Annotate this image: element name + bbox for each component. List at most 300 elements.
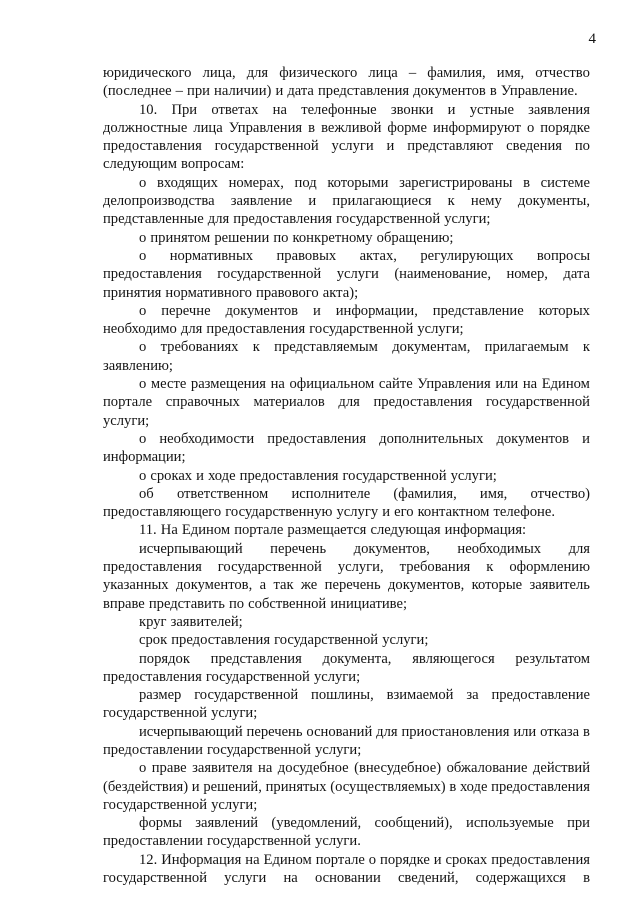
text-line — [103, 796, 590, 814]
word: представляют — [407, 138, 494, 155]
word: заявителей; — [170, 613, 243, 630]
word: 11. — [139, 522, 157, 539]
word: сроках — [445, 851, 488, 868]
word: номер, — [506, 266, 548, 283]
word: портале — [234, 522, 284, 539]
text-line — [103, 174, 590, 192]
word: месте — [150, 376, 187, 393]
text-line — [103, 759, 590, 777]
word: результатом — [515, 650, 590, 667]
text-line — [103, 467, 590, 485]
word: для — [376, 723, 398, 740]
word: взимаемой — [386, 687, 454, 704]
word: сведений, — [397, 870, 459, 887]
word: и — [308, 193, 317, 210]
word: необходимо — [103, 321, 177, 338]
word: для — [568, 540, 590, 557]
word: входящих — [156, 174, 218, 191]
text-line — [103, 338, 590, 356]
word: информируют — [432, 119, 521, 136]
word: предоставления — [103, 266, 202, 283]
word: номерах, — [228, 174, 284, 191]
word: и — [196, 467, 204, 484]
word: прилагаемым — [484, 339, 569, 356]
word: и — [386, 138, 395, 155]
word: на — [245, 851, 260, 868]
word: документа, — [322, 650, 392, 667]
word: материалов — [253, 394, 325, 411]
word: наличии) — [214, 83, 272, 100]
word: документов, — [175, 577, 253, 594]
word: государственной — [206, 833, 311, 850]
word: услуги; — [382, 632, 429, 649]
word: требованиях — [160, 339, 239, 356]
word: дополнительных — [379, 430, 484, 447]
word: к — [252, 339, 260, 356]
word: зарегистрированы — [399, 174, 513, 191]
word: документов — [413, 83, 486, 100]
word: порядок — [139, 650, 190, 667]
word: досудебное — [277, 760, 349, 777]
word: об — [139, 485, 154, 502]
word: предоставления — [267, 430, 367, 447]
word: представленные — [103, 211, 204, 228]
word: порядке — [540, 119, 590, 136]
word: заявление — [230, 193, 293, 210]
word: Информация — [161, 851, 242, 868]
word: действий — [532, 760, 590, 777]
text-line — [103, 485, 590, 503]
word: информация: — [444, 522, 527, 539]
word: услуги — [224, 870, 267, 887]
word: размещается — [287, 522, 367, 539]
word: обращению; — [376, 229, 454, 246]
text-line — [103, 595, 590, 613]
word: оснований — [306, 723, 373, 740]
word: вежливой — [321, 119, 382, 136]
word: о — [139, 467, 147, 484]
word: сведения — [506, 138, 562, 155]
word: правовых — [276, 247, 337, 264]
word: о — [139, 339, 147, 356]
word: в — [308, 119, 316, 136]
word: порядке — [380, 851, 430, 868]
word: вопросам: — [181, 156, 245, 173]
text-line — [103, 613, 590, 631]
word: услуги; — [450, 467, 497, 484]
word: ходе — [459, 778, 488, 795]
text-line — [103, 137, 590, 155]
word: инициативе; — [330, 595, 408, 612]
word: лица — [193, 119, 223, 136]
word: Управление. — [500, 83, 578, 100]
text-line — [103, 741, 590, 759]
word: контактном — [417, 504, 490, 521]
text-line — [103, 704, 590, 722]
word: дата — [287, 83, 314, 100]
word: 10. — [139, 101, 158, 118]
word: предоставления — [491, 778, 590, 795]
word: представление — [432, 302, 524, 319]
word: государственной — [206, 741, 311, 758]
word: перечень — [270, 540, 327, 557]
word: государственной — [217, 266, 322, 283]
word: принятом — [150, 229, 211, 246]
word: вправе — [103, 595, 145, 612]
word: нормативных — [169, 247, 254, 264]
word: юридического — [103, 65, 192, 81]
text-line — [103, 155, 590, 173]
word: праве — [151, 760, 187, 777]
text-line — [103, 668, 590, 686]
word: представления — [317, 83, 410, 100]
word: документам, — [392, 339, 471, 356]
word: портале — [315, 851, 365, 868]
word: Едином — [181, 522, 231, 539]
word: при — [187, 83, 210, 100]
word: и — [582, 430, 590, 447]
word: для — [246, 65, 269, 81]
text-line — [103, 832, 590, 850]
text-line — [103, 302, 590, 320]
text-line — [103, 723, 590, 741]
word: государственной — [103, 870, 208, 887]
word: документов — [496, 430, 570, 447]
word: актах, — [359, 247, 397, 264]
text-line — [103, 631, 590, 649]
word: портале — [103, 394, 153, 411]
word: государственной — [485, 394, 590, 411]
word: перечень — [324, 577, 381, 594]
word: государственной — [274, 632, 379, 649]
word: услуги; — [103, 412, 150, 429]
word: размер — [139, 687, 182, 704]
word: предоставления — [491, 851, 590, 868]
word: принятых — [265, 778, 327, 795]
text-line — [103, 357, 590, 375]
word: заявителя — [192, 760, 253, 777]
text-line — [103, 851, 590, 869]
word: На — [160, 522, 178, 539]
text-line — [103, 412, 590, 430]
word: формы — [139, 815, 182, 832]
word: представляемым — [274, 339, 378, 356]
word: в — [583, 723, 590, 740]
word: на — [522, 376, 538, 393]
word: к — [486, 559, 494, 576]
word: устные — [469, 101, 514, 118]
word: срок — [139, 632, 168, 649]
word: звонки — [390, 101, 434, 118]
word: о — [139, 760, 147, 777]
word: в — [523, 174, 530, 191]
word: размещения — [190, 376, 266, 393]
word: на — [272, 101, 287, 118]
text-line — [103, 540, 590, 558]
text-line — [103, 284, 590, 302]
text-line — [103, 320, 590, 338]
word: необходимых — [457, 540, 542, 557]
word: государственной — [309, 321, 414, 338]
word: документов, — [388, 577, 465, 594]
word: нормативного — [165, 284, 252, 301]
word: лица, — [202, 65, 236, 81]
word: государственной — [214, 138, 319, 155]
word: следующим — [103, 156, 177, 173]
word: следующая — [370, 522, 441, 539]
word: заявитель — [529, 577, 590, 594]
word: собственной — [248, 595, 327, 612]
word: для — [180, 321, 203, 338]
text-line — [103, 521, 590, 539]
word: услуги, — [337, 559, 384, 576]
word: фамилия, — [427, 65, 486, 81]
text-line — [103, 265, 590, 283]
word: заявления — [528, 101, 590, 118]
text-line — [103, 558, 590, 576]
word: предоставление — [491, 687, 590, 704]
word: указанных — [103, 577, 169, 594]
word: делопроизводства — [103, 193, 215, 210]
word: его — [394, 504, 414, 521]
word: представления — [210, 650, 302, 667]
word: Едином — [541, 376, 590, 393]
word: услуги; — [315, 741, 362, 758]
document-body — [103, 64, 590, 887]
word: (осуществляемых) — [330, 778, 446, 795]
word: по — [228, 595, 245, 612]
word: государственной — [217, 559, 322, 576]
word: и — [275, 83, 284, 100]
word: предоставления — [103, 668, 202, 685]
word: сообщений), — [374, 815, 453, 832]
text-line — [103, 393, 590, 411]
word: и — [447, 101, 456, 118]
word: о — [139, 430, 147, 447]
word: 12. — [139, 851, 158, 868]
word: документы, — [517, 193, 590, 210]
word: исчерпывающий — [139, 540, 243, 557]
word: услуги; — [444, 211, 491, 228]
word: являющегося — [412, 650, 495, 667]
word: должностные — [103, 119, 188, 136]
word: которыми — [327, 174, 389, 191]
word: предоставления — [171, 632, 271, 649]
text-line — [103, 119, 590, 137]
word: предоставления — [233, 211, 333, 228]
word: исполнителе — [291, 485, 371, 502]
word: заявлений — [195, 815, 259, 832]
word: пошлины, — [311, 687, 374, 704]
word: решений, — [203, 778, 262, 795]
text-line — [103, 229, 590, 247]
word: имя, — [496, 65, 525, 81]
word: о — [368, 851, 377, 868]
text-line — [103, 576, 590, 594]
word: услуги; — [211, 796, 258, 813]
word: или — [495, 376, 519, 393]
word: имя, — [479, 485, 508, 502]
word: отчество — [535, 65, 590, 81]
word: перечне — [161, 302, 211, 319]
word: прилагающиеся — [332, 193, 432, 210]
word: основании — [314, 870, 381, 887]
word: в — [583, 870, 590, 887]
word: приостановления — [401, 723, 510, 740]
word: (внесудебное) — [354, 760, 442, 777]
word: представить — [148, 595, 225, 612]
word: перечень — [246, 723, 303, 740]
word: о — [139, 302, 147, 319]
word: Управления — [417, 376, 491, 393]
word: по — [574, 138, 590, 155]
word: решении — [214, 229, 270, 246]
word: государственной — [342, 467, 447, 484]
word: исчерпывающий — [139, 723, 243, 740]
word: и — [433, 851, 442, 868]
word: предоставлении — [103, 833, 203, 850]
word: о — [526, 119, 535, 136]
page-number: 4 — [588, 31, 596, 47]
word: предоставления — [206, 321, 306, 338]
word: акта); — [322, 284, 359, 301]
word: форме — [387, 119, 427, 136]
word: же — [300, 577, 318, 594]
word: за — [466, 687, 479, 704]
text-line — [103, 64, 590, 82]
word: государственной — [205, 668, 310, 685]
word: конкретному — [292, 229, 373, 246]
word: сайте — [378, 376, 413, 393]
word: о — [139, 247, 147, 264]
word: (наименование, — [394, 266, 492, 283]
word: государственной — [103, 705, 208, 722]
word: – — [175, 83, 183, 100]
word: которых — [538, 302, 590, 319]
word: предоставления — [103, 559, 202, 576]
text-line — [103, 814, 590, 832]
word: и — [191, 778, 200, 795]
word: государственной — [336, 211, 441, 228]
word: предоставлении — [103, 741, 203, 758]
word: физического — [279, 65, 358, 81]
word: ходе — [208, 467, 236, 484]
word: Едином — [263, 851, 312, 868]
word: используемые — [466, 815, 554, 832]
word: – — [408, 65, 417, 81]
word: государственной — [194, 687, 299, 704]
word: услуги; — [417, 321, 464, 338]
word: по — [273, 229, 289, 246]
word: круг — [139, 613, 167, 630]
text-line — [103, 430, 590, 448]
word: услугу — [336, 504, 379, 521]
word: сроках — [150, 467, 193, 484]
word: государственной — [103, 796, 208, 813]
word: и — [382, 504, 391, 521]
word: (уведомлений, — [271, 815, 362, 832]
word: предоставляющего — [103, 504, 222, 521]
word: предоставления — [103, 138, 202, 155]
word: для — [338, 394, 360, 411]
text-line — [103, 448, 590, 466]
word: услуги. — [315, 833, 361, 850]
word: отчество) — [530, 485, 590, 502]
word: и — [313, 302, 321, 319]
word: которые — [471, 577, 523, 594]
word: официальном — [289, 376, 375, 393]
word: регулирующих — [420, 247, 514, 264]
word: (последнее — [103, 83, 172, 100]
word: информации; — [103, 449, 186, 466]
word: требования — [399, 559, 471, 576]
word: предоставления — [373, 394, 473, 411]
word: При — [171, 101, 198, 118]
text-line — [103, 650, 590, 668]
text-line — [103, 375, 590, 393]
word: обжалование — [446, 760, 528, 777]
word: нему — [470, 193, 502, 210]
word: предоставления — [239, 467, 339, 484]
word: к — [582, 339, 590, 356]
text-line — [103, 210, 590, 228]
word: принятия — [103, 284, 162, 301]
word: вопросы — [536, 247, 590, 264]
word: или — [513, 723, 537, 740]
word: в — [489, 83, 497, 100]
text-line — [103, 869, 590, 887]
word: ответах — [211, 101, 259, 118]
word: услуги — [336, 266, 379, 283]
word: так — [273, 577, 294, 594]
text-line — [103, 503, 590, 521]
word: содержащихся — [475, 870, 566, 887]
word: а — [259, 577, 267, 594]
text-line — [103, 192, 590, 210]
word: к — [447, 193, 455, 210]
word: на — [258, 760, 273, 777]
word: правового — [256, 284, 319, 301]
text-line — [103, 101, 590, 119]
word: под — [294, 174, 317, 191]
word: информации, — [335, 302, 418, 319]
word: необходимости — [159, 430, 255, 447]
word: государственную — [225, 504, 333, 521]
word: лица — [368, 65, 398, 81]
word: услуги; — [313, 668, 361, 685]
word: при — [567, 815, 590, 832]
word: на — [270, 376, 285, 393]
word: (фамилия, — [393, 485, 457, 502]
word: системе — [540, 174, 590, 191]
word: ответственном — [176, 485, 269, 502]
word: телефонные — [301, 101, 377, 118]
word: документов — [225, 302, 299, 319]
word: заявлению; — [103, 357, 173, 374]
word: о — [139, 174, 147, 191]
word: справочных — [165, 394, 240, 411]
word: Управления — [228, 119, 303, 136]
word: (бездействия) — [103, 778, 189, 795]
word: услуги; — [211, 705, 258, 722]
word: документов, — [353, 540, 430, 557]
word: в — [449, 778, 457, 795]
word: отказа — [540, 723, 580, 740]
word: дата — [563, 266, 590, 283]
word: на — [283, 870, 298, 887]
word: о — [139, 376, 147, 393]
word: для — [207, 211, 230, 228]
